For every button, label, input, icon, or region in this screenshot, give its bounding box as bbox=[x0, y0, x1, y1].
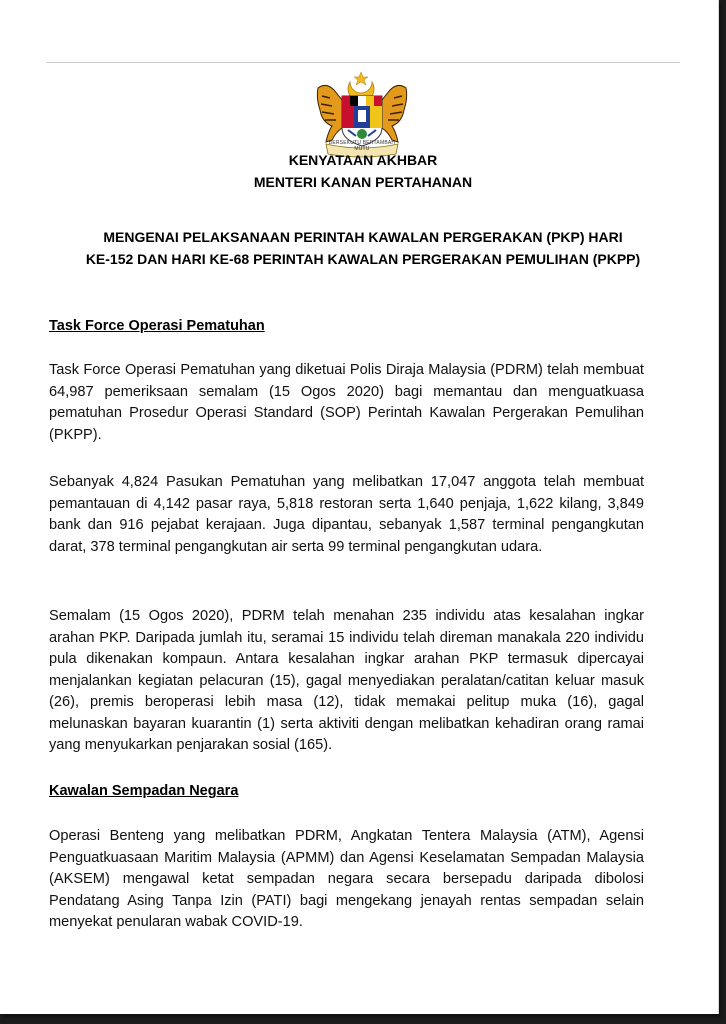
crest-motto: BERSEKUTU BERTAMBAH MUTU bbox=[328, 140, 396, 152]
paragraph-operasi-benteng: Operasi Benteng yang melibatkan PDRM, Angkatan Tentera Malaysia (ATM), Agensi Penguatkuasaan Maritim Malaysia (APMM) dan Agensi Keselamatan Sempadan Malaysia (AKSEM) mengawal ketat sempadan negara secara bersepadu daripada dibolosi Pendatang Asing Tanpa Izin (PATI) bagi mengekang jenayah rentas sempadan selain menyekat penularan wabak COVID-19. bbox=[49, 828, 644, 930]
page-top-rule bbox=[46, 62, 680, 63]
press-release-label: KENYATAAN AKHBAR bbox=[288, 152, 438, 168]
issuer-title: MENTERI KANAN PERTAHANAN bbox=[253, 174, 473, 190]
paragraph-compliance-teams: Sebanyak 4,824 Pasukan Pematuhan yang melibatkan 17,047 anggota telah membuat pemantauan di 4,142 pasar raya, 5,818 restoran serta 1,640 penjaja, 1,622 kilang, 3,849 bank dan 916 pejabat kerajaan. Juga dipantau, sebanyak 1,587 terminal pengangkutan darat, 378 terminal pengangkutan air serta 99 terminal pengangkutan udara. bbox=[49, 474, 644, 555]
subject-line-1: MENGENAI PELAKSANAAN PERINTAH KAWALAN PERGERAKAN (PKP) HARI bbox=[103, 229, 623, 245]
paragraph-task-force-inspections: Task Force Operasi Pematuhan yang diketuai Polis Diraja Malaysia (PDRM) telah membuat 64,987 pemeriksaan semalam (15 Ogos 2020) bagi memantau dan menguatkuasa pematuhan Prosedur Operasi Standard (SOP) Perintah Kawalan Pergerakan Pemulihan (PKPP). bbox=[49, 362, 644, 443]
paragraph-arrests: Semalam (15 Ogos 2020), PDRM telah menahan 235 individu atas kesalahan ingkar arahan PKP. Daripada jumlah itu, seramai 15 individu telah direman manakala 220 individu pula dikenakan kompaun. Antara kesalahan ingkar arahan PKP termasuk dipercayai menjalankan kegiatan pelacuran (15), gagal menyediakan peralatan/catitan keluar masuk (26), premis beroperasi lebih masa (12), tidak memakai pelitup muka (16), gagal melunaskan bayaran kuarantin (1) serta aktiviti dengan melibatkan kehadiran orang ramai yang menyukarkan penjarakan sosial (165). bbox=[49, 608, 644, 753]
subject-line-2: KE-152 DAN HARI KE-68 PERINTAH KAWALAN PERGERAKAN PEMULIHAN (PKPP) bbox=[85, 251, 641, 267]
section-title-task-force: Task Force Operasi Pematuhan bbox=[49, 318, 265, 334]
section-title-border-control: Kawalan Sempadan Negara bbox=[49, 783, 239, 799]
